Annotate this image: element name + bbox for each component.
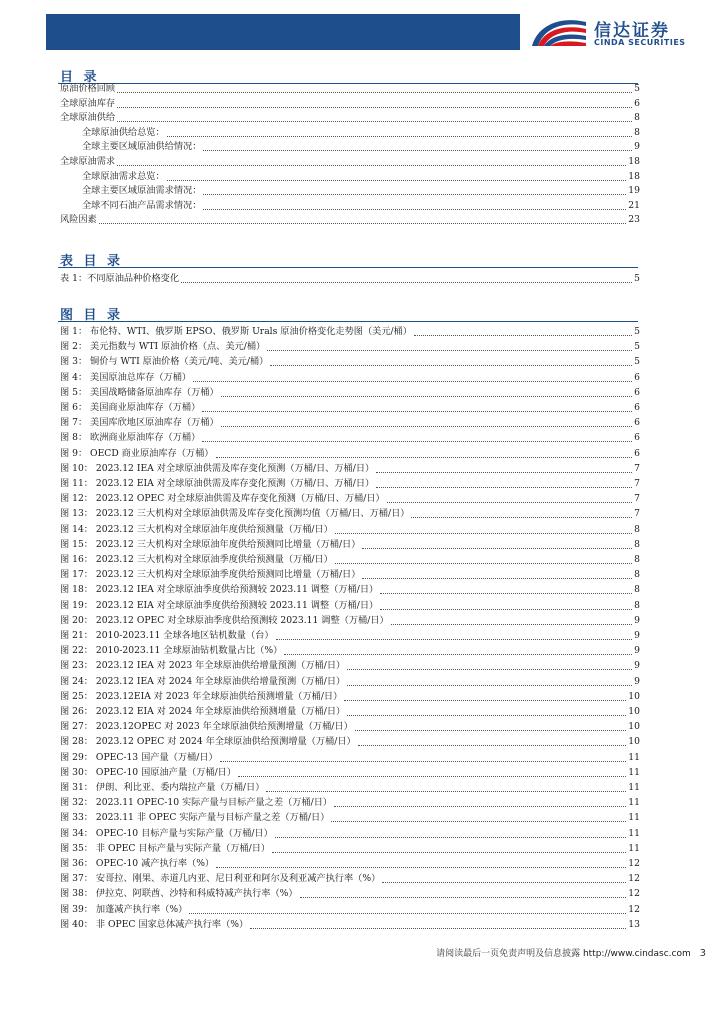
toc-entry[interactable]	[60, 431, 640, 445]
entry-title: 图 4： 美国原油总库存（万桶）	[60, 371, 192, 383]
toc-entry[interactable]	[60, 644, 640, 658]
tables-title: 表 目 录	[60, 254, 124, 269]
entry-page: 9	[634, 141, 640, 153]
dot-leader	[270, 365, 632, 366]
entry-page: 8	[634, 538, 640, 550]
entry-title: 图 12： 2023.12 OPEC 对全球原油供需及库存变化预测（万桶/日、万桶/日）	[60, 493, 385, 505]
entry-title: 图 8： 欧洲商业原油库存（万桶）	[60, 432, 201, 444]
dot-leader	[220, 761, 627, 762]
entry-page: 12	[628, 888, 640, 900]
dot-leader	[382, 882, 626, 883]
entry-page: 9	[634, 675, 640, 687]
entry-title: 图 10： 2023.12 IEA 对全球原油供需及库存变化预测（万桶/日、万桶/日）	[60, 462, 375, 474]
entry-page: 21	[628, 199, 640, 211]
entry-page: 7	[634, 462, 640, 474]
dot-leader	[347, 715, 626, 716]
dot-leader	[300, 897, 627, 898]
toc-entry[interactable]	[82, 199, 640, 213]
dot-leader	[344, 700, 626, 701]
cinda-logo	[528, 12, 708, 52]
entry-page: 12	[628, 873, 640, 885]
entry-title: 图 13： 2023.12 三大机构对全球原油供需及库存变化预测均值（万桶/日、万桶/日）	[60, 508, 410, 520]
toc-entry[interactable]	[60, 462, 640, 476]
entry-page: 12	[628, 858, 640, 869]
toc-entry[interactable]	[82, 140, 640, 154]
entry-title: 图 37： 安哥拉、刚果、赤道几内亚、尼日利亚和阿尔及利亚减产执行率（%）	[60, 873, 381, 885]
entry-page: 18	[628, 170, 640, 182]
toc-entry[interactable]	[60, 887, 640, 901]
entry-title: 图 7： 美国库欣地区原油库存（万桶）	[60, 417, 219, 429]
dot-leader	[221, 426, 632, 427]
toc-entry[interactable]	[60, 538, 640, 552]
entry-title: 原油价格回顾	[60, 83, 116, 94]
entry-title: 图 24： 2023.12 IEA 对 2024 年全球原油供给增量预测（万桶/日）	[60, 675, 346, 687]
dot-leader	[376, 487, 632, 488]
dot-leader	[167, 136, 632, 137]
entry-title: 图 23： 2023.12 IEA 对 2023 年全球原油供给增量预测（万桶/日）	[60, 660, 346, 672]
dot-leader	[276, 639, 633, 640]
toc-entry[interactable]	[60, 111, 640, 125]
toc-entry[interactable]	[60, 553, 640, 567]
entry-page: 10	[628, 736, 640, 748]
entry-title: 图 29： OPEC-13 国产量（万桶/日）	[60, 751, 218, 763]
disclaimer-notice: 请阅读最后一页免责声明及信息披露	[436, 949, 581, 959]
toc-entry[interactable]	[60, 903, 640, 917]
entry-title: 图 16： 2023.12 三大机构对全球原油季度供给预测量（万桶/日）	[60, 554, 333, 565]
entry-page: 10	[628, 706, 640, 717]
entry-title: 全球主要区域原油供给情况：	[82, 141, 202, 153]
toc-entry[interactable]	[60, 371, 640, 385]
entry-title: 图 9： OECD 商业原油库存（万桶）	[60, 447, 214, 459]
toc-entry[interactable]	[60, 781, 640, 795]
header-bar	[46, 14, 520, 50]
toc-entry[interactable]	[60, 811, 640, 825]
entry-title: 图 28： 2023.12 OPEC 对 2024 年全球原油供给预测增量（万桶/日）	[60, 736, 356, 748]
entry-page: 7	[634, 478, 640, 489]
dot-leader	[203, 150, 632, 151]
entry-page: 13	[628, 918, 640, 930]
toc-entry[interactable]	[60, 416, 640, 430]
entry-page: 12	[628, 903, 640, 915]
entry-page: 8	[634, 599, 640, 611]
figures-rule	[58, 321, 638, 322]
toc-entry[interactable]	[60, 705, 640, 719]
toc-entry[interactable]	[60, 523, 640, 537]
dot-leader	[221, 396, 632, 397]
figures-title: 图 目 录	[60, 308, 124, 323]
entry-page: 11	[628, 812, 640, 824]
toc-entry[interactable]	[60, 918, 640, 932]
entry-page: 6	[634, 432, 640, 444]
entry-title: 全球原油供给总览：	[82, 126, 165, 138]
dot-leader	[202, 411, 632, 412]
dot-leader	[347, 685, 632, 686]
entry-page: 18	[628, 156, 640, 167]
toc-entry[interactable]	[60, 872, 640, 886]
entry-page: 5	[634, 83, 640, 94]
dot-leader	[355, 730, 627, 731]
entry-title: 图 33： 2023.11 非 OPEC 实际产量与目标产量之差（万桶/日）	[60, 812, 330, 824]
dot-leader	[266, 791, 626, 792]
dot-leader	[117, 92, 632, 93]
toc-entry[interactable]	[82, 184, 640, 198]
dot-leader	[411, 517, 632, 518]
toc-entry[interactable]	[60, 659, 640, 673]
toc-entry[interactable]	[60, 614, 640, 628]
dot-leader	[391, 624, 632, 625]
toc-entry[interactable]	[60, 97, 640, 111]
dot-leader	[167, 180, 627, 181]
entry-page: 11	[628, 827, 640, 839]
entry-title: 全球原油供给	[60, 112, 116, 124]
entry-title: 全球不同石油产品需求情况：	[82, 199, 202, 211]
dot-leader	[216, 457, 633, 458]
entry-page: 5	[634, 341, 640, 353]
dot-leader	[380, 593, 632, 594]
entry-title: 全球原油需求	[60, 156, 116, 167]
dot-leader	[376, 472, 632, 473]
entry-title: 图 15： 2023.12 三大机构对全球原油年度供给预测同比增量（万桶/日）	[60, 538, 361, 550]
page-footer	[436, 946, 706, 959]
toc-entry[interactable]	[60, 599, 640, 613]
entry-page: 6	[634, 371, 640, 383]
entry-page: 5	[634, 273, 640, 284]
entry-page: 6	[634, 402, 640, 413]
toc-entry[interactable]	[60, 447, 640, 461]
entry-page: 10	[628, 721, 640, 733]
entry-page: 19	[628, 185, 640, 197]
dot-leader	[334, 806, 626, 807]
entry-title: 图 22： 2010-2023.11 全球原油钻机数量占比（%）	[60, 645, 283, 657]
toc-entry[interactable]	[60, 690, 640, 704]
dot-leader	[272, 852, 626, 853]
dot-leader	[117, 165, 626, 166]
entry-page: 8	[634, 126, 640, 138]
toc-entry[interactable]	[60, 82, 640, 96]
entry-title: 图 18： 2023.12 IEA 对全球原油季度供给预测较 2023.11 调整（万桶/日）	[60, 584, 379, 596]
entry-title: 图 40： 非 OPEC 国家总体减产执行率（%）	[60, 918, 249, 930]
dot-leader	[275, 837, 627, 838]
dot-leader	[380, 609, 632, 610]
entry-page: 9	[634, 630, 640, 641]
toc-entry[interactable]	[60, 325, 640, 339]
dot-leader	[193, 381, 632, 382]
dot-leader	[362, 548, 632, 549]
toc-entry[interactable]	[60, 751, 640, 765]
toc-entry[interactable]	[60, 386, 640, 400]
dot-leader	[362, 578, 632, 579]
dot-leader	[99, 223, 627, 224]
entry-title: 图 1： 布伦特、WTI、俄罗斯 EPSO、俄罗斯 Urals 原油价格变化走势图（美元/桶）	[60, 326, 412, 337]
entry-page: 11	[628, 842, 640, 854]
toc-entry[interactable]	[60, 401, 640, 415]
entry-page: 9	[634, 614, 640, 626]
entry-page: 11	[628, 782, 640, 793]
dot-leader	[267, 350, 632, 351]
entry-title: 图 35： 非 OPEC 目标产量与实际产量（万桶/日）	[60, 842, 271, 854]
entry-title: 全球原油库存	[60, 97, 116, 109]
entry-title: 风险因素	[60, 214, 97, 226]
entry-title: 图 6： 美国商业原油库存（万桶）	[60, 402, 201, 413]
entry-title: 图 20： 2023.12 OPEC 对全球原油季度供给预测较 2023.11 调整（万桶/日）	[60, 614, 389, 626]
entry-page: 7	[634, 493, 640, 505]
entry-title: 图 31： 伊朗、利比亚、委内瑞拉产量（万桶/日）	[60, 782, 265, 793]
dot-leader	[203, 209, 626, 210]
entry-page: 8	[634, 112, 640, 124]
dot-leader	[189, 913, 626, 914]
page-number: 3	[699, 948, 706, 959]
toc-entry[interactable]	[60, 675, 640, 689]
cinda-emblem-icon	[528, 12, 590, 52]
toc-entry[interactable]	[82, 126, 640, 140]
toc-entry[interactable]	[60, 720, 640, 734]
entry-page: 10	[628, 690, 640, 702]
entry-title: 图 5： 美国战略储备原油库存（万桶）	[60, 386, 219, 398]
entry-title: 图 38： 伊拉克、阿联酋、沙特和科威特减产执行率（%）	[60, 888, 298, 900]
toc-entry[interactable]	[60, 842, 640, 856]
dot-leader	[203, 194, 626, 195]
toc-entry[interactable]	[60, 735, 640, 749]
entry-page: 11	[628, 751, 640, 763]
entry-page: 7	[634, 508, 640, 520]
entry-title: 图 32： 2023.11 OPEC-10 实际产量与目标产量之差（万桶/日）	[60, 797, 333, 809]
entry-title: 图 36： OPEC-10 减产执行率（%）	[60, 858, 215, 869]
entry-title: 全球原油需求总览：	[82, 170, 165, 182]
dot-leader	[414, 335, 632, 336]
toc-entry[interactable]	[60, 155, 640, 169]
toc-entry[interactable]	[60, 213, 640, 227]
entry-title: 图 3： 铜价与 WTI 原油价格（美元/吨、美元/桶）	[60, 356, 269, 368]
entry-title: 图 25： 2023.12EIA 对 2023 年全球原油供给预测增量（万桶/日）	[60, 690, 343, 702]
entry-title: 图 39： 加蓬减产执行率（%）	[60, 903, 188, 915]
toc-entry[interactable]	[60, 477, 640, 491]
entry-page: 8	[634, 569, 640, 581]
dot-leader	[202, 441, 632, 442]
entry-title: 图 21： 2010-2023.11 全球各地区钻机数量（台）	[60, 630, 274, 641]
entry-title: 全球主要区域原油需求情况：	[82, 185, 202, 197]
toc-title: 目 录	[60, 70, 100, 85]
entry-page: 11	[628, 797, 640, 809]
toc-entry[interactable]	[60, 568, 640, 582]
entry-page: 8	[634, 554, 640, 565]
entry-title: 图 17： 2023.12 三大机构对全球原油季度供给预测同比增量（万桶/日）	[60, 569, 361, 581]
entry-page: 6	[634, 417, 640, 429]
entry-title: 图 26： 2023.12 EIA 对 2024 年全球原油供给预测增量（万桶/日）	[60, 706, 346, 717]
dot-leader	[250, 928, 626, 929]
dot-leader	[358, 745, 627, 746]
toc-entry[interactable]	[60, 583, 640, 597]
entry-title: 图 14： 2023.12 三大机构对全球原油年度供给预测量（万桶/日）	[60, 523, 333, 535]
entry-page: 8	[634, 584, 640, 596]
dot-leader	[117, 121, 632, 122]
toc-entry[interactable]	[60, 827, 640, 841]
dot-leader	[216, 867, 626, 868]
dot-leader	[117, 107, 632, 108]
toc-entry[interactable]	[60, 507, 640, 521]
entry-page: 23	[628, 214, 640, 226]
dot-leader	[238, 776, 626, 777]
toc-entry[interactable]	[60, 796, 640, 810]
dot-leader	[335, 533, 632, 534]
entry-page: 9	[634, 660, 640, 672]
toc-entry[interactable]	[60, 355, 640, 369]
entry-title: 图 2： 美元指数与 WTI 原油价格（点、美元/桶）	[60, 341, 266, 353]
entry-title: 图 30： OPEC-10 国原油产量（万桶/日）	[60, 766, 237, 778]
toc-entry[interactable]	[82, 170, 640, 184]
brand-name-cn: 信达证券	[594, 21, 670, 41]
toc-entry[interactable]	[60, 766, 640, 780]
entry-title: 图 27： 2023.12OPEC 对 2023 年全球原油供给预测增量（万桶/日）	[60, 721, 353, 733]
toc-entry[interactable]	[60, 492, 640, 506]
entry-page: 6	[634, 97, 640, 109]
entry-page: 5	[634, 356, 640, 368]
entry-title: 表 1：不同原油品种价格变化	[60, 273, 180, 284]
dot-leader	[335, 563, 632, 564]
entry-page: 6	[634, 447, 640, 459]
toc-entry[interactable]	[60, 629, 640, 643]
dot-leader	[347, 669, 632, 670]
website-link[interactable]: http://www.cindasc.com	[582, 949, 691, 959]
entry-page: 8	[634, 523, 640, 535]
toc-entry[interactable]	[60, 272, 640, 286]
entry-title: 图 19： 2023.12 EIA 对全球原油季度供给预测较 2023.11 调整（万桶/日）	[60, 599, 379, 611]
tables-rule	[58, 267, 638, 268]
toc-entry[interactable]	[60, 340, 640, 354]
dot-leader	[181, 282, 632, 283]
brand-name-en: CINDA SECURITIES	[594, 38, 686, 47]
entry-page: 6	[634, 386, 640, 398]
dot-leader	[387, 502, 632, 503]
entry-title: 图 34： OPEC-10 目标产量与实际产量（万桶/日）	[60, 827, 273, 839]
dot-leader	[331, 821, 626, 822]
entry-title: 图 11： 2023.12 EIA 对全球原油供需及库存变化预测（万桶/日、万桶/日）	[60, 478, 375, 489]
entry-page: 11	[628, 766, 640, 778]
entry-page: 9	[634, 645, 640, 657]
entry-page: 5	[634, 326, 640, 337]
dot-leader	[284, 654, 632, 655]
toc-entry[interactable]	[60, 857, 640, 871]
